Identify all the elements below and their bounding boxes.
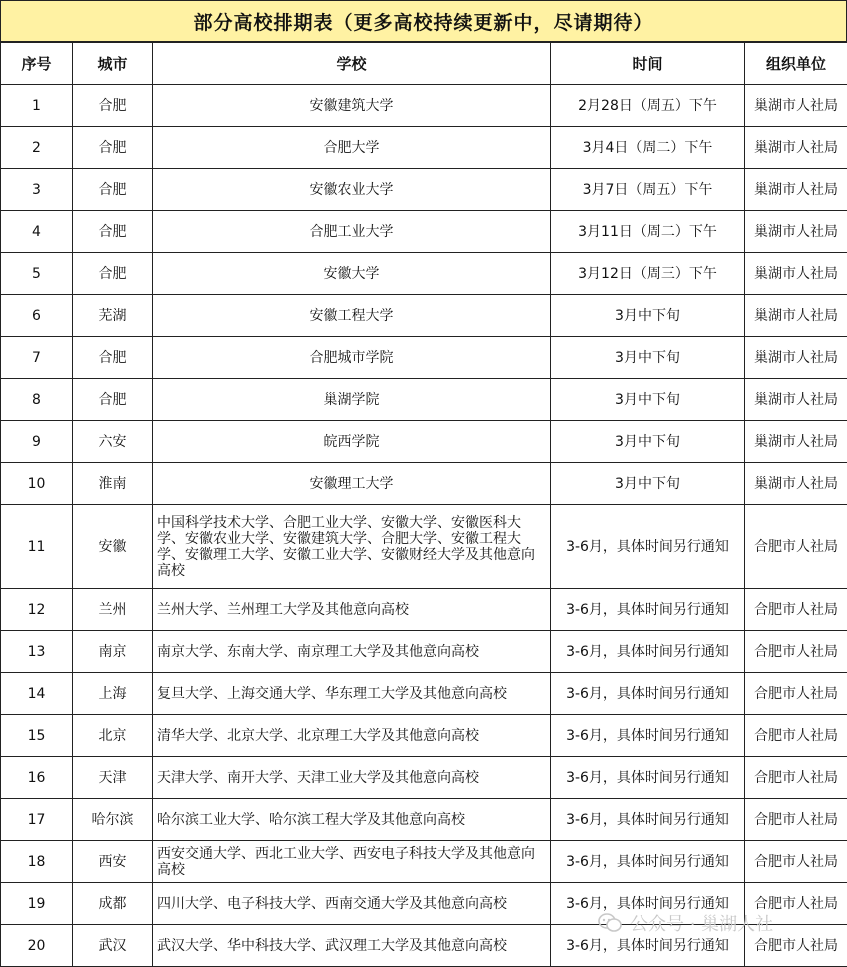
cell-city: 天津 bbox=[73, 757, 153, 799]
cell-index: 2 bbox=[1, 127, 73, 169]
cell-city: 合肥 bbox=[73, 253, 153, 295]
cell-org: 巢湖市人社局 bbox=[745, 127, 847, 169]
cell-index: 13 bbox=[1, 631, 73, 673]
cell-index: 3 bbox=[1, 169, 73, 211]
cell-school: 巢湖学院 bbox=[153, 379, 551, 421]
cell-time: 3月7日（周五）下午 bbox=[551, 169, 745, 211]
cell-index: 9 bbox=[1, 421, 73, 463]
cell-time: 3-6月，具体时间另行通知 bbox=[551, 673, 745, 715]
cell-time: 3-6月，具体时间另行通知 bbox=[551, 883, 745, 925]
cell-time: 3-6月，具体时间另行通知 bbox=[551, 589, 745, 631]
cell-school: 中国科学技术大学、合肥工业大学、安徽大学、安徽医科大学、安徽农业大学、安徽建筑大学、合肥大学、安徽工程大学、安徽理工大学、安徽工业大学、安徽财经大学及其他意向高校 bbox=[153, 505, 551, 589]
cell-org: 巢湖市人社局 bbox=[745, 337, 847, 379]
cell-index: 11 bbox=[1, 505, 73, 589]
cell-school: 西安交通大学、西北工业大学、西安电子科技大学及其他意向高校 bbox=[153, 841, 551, 883]
cell-time: 3-6月，具体时间另行通知 bbox=[551, 925, 745, 967]
cell-time: 3月中下旬 bbox=[551, 463, 745, 505]
cell-org: 合肥市人社局 bbox=[745, 883, 847, 925]
cell-city: 安徽 bbox=[73, 505, 153, 589]
cell-index: 15 bbox=[1, 715, 73, 757]
cell-city: 芜湖 bbox=[73, 295, 153, 337]
cell-city: 六安 bbox=[73, 421, 153, 463]
cell-time: 3月中下旬 bbox=[551, 295, 745, 337]
header-school: 学校 bbox=[153, 43, 551, 85]
cell-index: 18 bbox=[1, 841, 73, 883]
table-row bbox=[1, 85, 847, 127]
cell-city: 西安 bbox=[73, 841, 153, 883]
cell-city: 合肥 bbox=[73, 379, 153, 421]
cell-org: 巢湖市人社局 bbox=[745, 421, 847, 463]
cell-city: 合肥 bbox=[73, 169, 153, 211]
table-row bbox=[1, 169, 847, 211]
header-index: 序号 bbox=[1, 43, 73, 85]
table-row bbox=[1, 463, 847, 505]
cell-city: 北京 bbox=[73, 715, 153, 757]
cell-org: 巢湖市人社局 bbox=[745, 463, 847, 505]
cell-school: 天津大学、南开大学、天津工业大学及其他意向高校 bbox=[153, 757, 551, 799]
table-row bbox=[1, 631, 847, 673]
cell-time: 3-6月，具体时间另行通知 bbox=[551, 757, 745, 799]
cell-city: 哈尔滨 bbox=[73, 799, 153, 841]
cell-org: 巢湖市人社局 bbox=[745, 253, 847, 295]
cell-time: 3月中下旬 bbox=[551, 379, 745, 421]
cell-org: 合肥市人社局 bbox=[745, 589, 847, 631]
cell-index: 8 bbox=[1, 379, 73, 421]
table-row bbox=[1, 295, 847, 337]
cell-org: 合肥市人社局 bbox=[745, 715, 847, 757]
cell-city: 兰州 bbox=[73, 589, 153, 631]
cell-city: 合肥 bbox=[73, 211, 153, 253]
cell-school: 合肥工业大学 bbox=[153, 211, 551, 253]
cell-time: 3-6月，具体时间另行通知 bbox=[551, 505, 745, 589]
cell-school: 四川大学、电子科技大学、西南交通大学及其他意向高校 bbox=[153, 883, 551, 925]
cell-org: 合肥市人社局 bbox=[745, 631, 847, 673]
cell-school: 复旦大学、上海交通大学、华东理工大学及其他意向高校 bbox=[153, 673, 551, 715]
cell-index: 4 bbox=[1, 211, 73, 253]
header-org: 组织单位 bbox=[745, 43, 847, 85]
header-time: 时间 bbox=[551, 43, 745, 85]
cell-index: 1 bbox=[1, 85, 73, 127]
cell-org: 合肥市人社局 bbox=[745, 757, 847, 799]
cell-org: 合肥市人社局 bbox=[745, 799, 847, 841]
watermark-text: 公众号 · 巢湖人社 bbox=[630, 910, 773, 936]
cell-school: 安徽理工大学 bbox=[153, 463, 551, 505]
cell-school: 安徽农业大学 bbox=[153, 169, 551, 211]
cell-city: 上海 bbox=[73, 673, 153, 715]
cell-school: 安徽大学 bbox=[153, 253, 551, 295]
cell-index: 6 bbox=[1, 295, 73, 337]
table-row bbox=[1, 673, 847, 715]
cell-school: 合肥城市学院 bbox=[153, 337, 551, 379]
wechat-icon bbox=[598, 912, 622, 934]
cell-city: 成都 bbox=[73, 883, 153, 925]
cell-time: 2月28日（周五）下午 bbox=[551, 85, 745, 127]
cell-index: 16 bbox=[1, 757, 73, 799]
cell-index: 5 bbox=[1, 253, 73, 295]
cell-time: 3-6月，具体时间另行通知 bbox=[551, 799, 745, 841]
cell-city: 南京 bbox=[73, 631, 153, 673]
table-row bbox=[1, 799, 847, 841]
cell-city: 淮南 bbox=[73, 463, 153, 505]
cell-index: 14 bbox=[1, 673, 73, 715]
cell-org: 巢湖市人社局 bbox=[745, 85, 847, 127]
cell-school: 清华大学、北京大学、北京理工大学及其他意向高校 bbox=[153, 715, 551, 757]
schedule-table bbox=[0, 42, 847, 967]
cell-school: 哈尔滨工业大学、哈尔滨工程大学及其他意向高校 bbox=[153, 799, 551, 841]
cell-time: 3月中下旬 bbox=[551, 421, 745, 463]
table-row bbox=[1, 757, 847, 799]
cell-org: 巢湖市人社局 bbox=[745, 295, 847, 337]
table-row bbox=[1, 127, 847, 169]
table-row bbox=[1, 589, 847, 631]
cell-city: 合肥 bbox=[73, 85, 153, 127]
cell-city: 武汉 bbox=[73, 925, 153, 967]
cell-school: 安徽工程大学 bbox=[153, 295, 551, 337]
header-city: 城市 bbox=[73, 43, 153, 85]
cell-org: 巢湖市人社局 bbox=[745, 169, 847, 211]
cell-org: 巢湖市人社局 bbox=[745, 211, 847, 253]
cell-index: 19 bbox=[1, 883, 73, 925]
cell-org: 合肥市人社局 bbox=[745, 841, 847, 883]
cell-index: 17 bbox=[1, 799, 73, 841]
cell-org: 合肥市人社局 bbox=[745, 673, 847, 715]
cell-school: 皖西学院 bbox=[153, 421, 551, 463]
watermark bbox=[598, 908, 773, 938]
cell-time: 3月12日（周三）下午 bbox=[551, 253, 745, 295]
cell-school: 武汉大学、华中科技大学、武汉理工大学及其他意向高校 bbox=[153, 925, 551, 967]
cell-time: 3月4日（周二）下午 bbox=[551, 127, 745, 169]
table-row bbox=[1, 337, 847, 379]
cell-org: 合肥市人社局 bbox=[745, 505, 847, 589]
cell-school: 合肥大学 bbox=[153, 127, 551, 169]
cell-time: 3月中下旬 bbox=[551, 337, 745, 379]
page-title: 部分高校排期表（更多高校持续更新中，尽请期待） bbox=[0, 0, 847, 42]
cell-org: 合肥市人社局 bbox=[745, 925, 847, 967]
table-row bbox=[1, 253, 847, 295]
cell-time: 3-6月，具体时间另行通知 bbox=[551, 715, 745, 757]
cell-index: 20 bbox=[1, 925, 73, 967]
cell-school: 南京大学、东南大学、南京理工大学及其他意向高校 bbox=[153, 631, 551, 673]
table-row bbox=[1, 505, 847, 589]
cell-time: 3-6月，具体时间另行通知 bbox=[551, 841, 745, 883]
table-header-row bbox=[1, 43, 847, 85]
table-row bbox=[1, 421, 847, 463]
cell-city: 合肥 bbox=[73, 337, 153, 379]
cell-time: 3-6月，具体时间另行通知 bbox=[551, 631, 745, 673]
table-row bbox=[1, 841, 847, 883]
cell-index: 7 bbox=[1, 337, 73, 379]
cell-org: 巢湖市人社局 bbox=[745, 379, 847, 421]
cell-index: 12 bbox=[1, 589, 73, 631]
cell-school: 兰州大学、兰州理工大学及其他意向高校 bbox=[153, 589, 551, 631]
cell-time: 3月11日（周二）下午 bbox=[551, 211, 745, 253]
table-row bbox=[1, 715, 847, 757]
cell-city: 合肥 bbox=[73, 127, 153, 169]
cell-index: 10 bbox=[1, 463, 73, 505]
table-row bbox=[1, 379, 847, 421]
cell-school: 安徽建筑大学 bbox=[153, 85, 551, 127]
table-row bbox=[1, 211, 847, 253]
